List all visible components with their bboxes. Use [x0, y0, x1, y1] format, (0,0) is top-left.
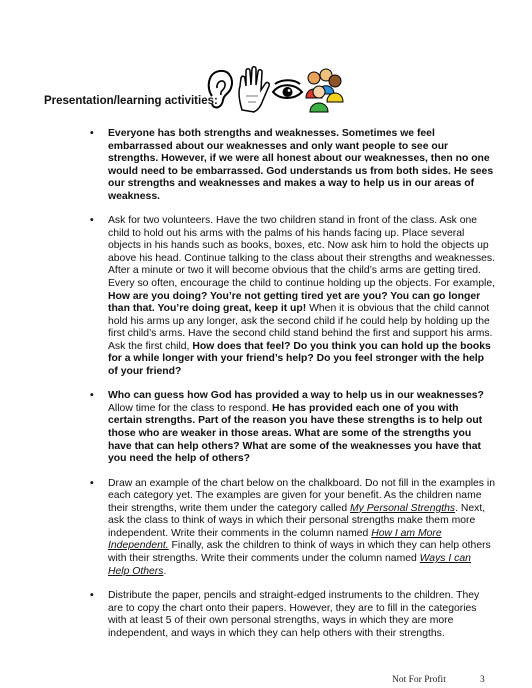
category-name: Ways I can Help Others: [108, 552, 471, 577]
item-text: . Next, ask the class to think of ways in which their personal strengths make them more independent. Write their comments in the column named: [108, 502, 486, 539]
item-text-bold: Who can guess how God has provided a way to help us in our weaknesses?: [108, 390, 484, 402]
ear-icon: [209, 71, 232, 108]
section-heading: Presentation/learning activities:: [44, 95, 218, 107]
activity-list: [90, 128, 495, 640]
bullet: •: [90, 590, 94, 602]
item-text: Ask for two volunteers. Have the two children stand in front of the class. Ask one child to hold out his arms with the palms of his hands facing up. Place several objects in his hands such as books, boxes, etc. Now ask him to hold the objects up above his head. Continue talking to the class about their strengths and weaknesses. After a minute or two it will become obvious that the child’s arms are getting tired. Every so often, encourage the child to continue holding up the objects. For example,: [108, 215, 496, 290]
activity-icons: [204, 66, 344, 114]
item-text-bold: How does that feel? Do you think you can hold up the books for a while longer with your friend’s help? Do you feel stronger with the help of your friend?: [108, 340, 491, 377]
list-item: [90, 478, 495, 578]
category-name: My Personal Strengths: [350, 502, 456, 514]
list-item: [90, 390, 495, 465]
item-text-bold: How are you doing? You’re not getting tired yet are you? You can go longer than that. You’re doing great, keep it up!: [108, 290, 481, 315]
item-text: When it is obvious that the child cannot hold his arms up any longer, ask the second child if he could help by holding up the first child’s arms. Have the second child stand behind the first and support his arms. Ask the first child,: [108, 303, 493, 352]
item-text: Draw an example of the chart below on the chalkboard. Do not fill in the examples in each category yet. The examples are given for your benefit. As the children name their strengths, write them under the category called: [108, 477, 495, 514]
list-item: [90, 128, 495, 203]
bullet: •: [90, 390, 94, 402]
bullet: •: [90, 215, 94, 227]
footer-text: Not For Profit: [392, 675, 446, 685]
page-number: 3: [480, 675, 485, 685]
category-name: How I am More Independent.: [108, 527, 442, 552]
eye-icon: [273, 80, 302, 98]
bullet: •: [90, 128, 94, 139]
item-text: Allow time for the class to respond.: [108, 402, 273, 414]
list-item: [90, 215, 495, 378]
item-text-bold: He has provided each one of you with certain strengths. Part of the reason you have these strengths is to help out those who are weaker in those areas. What are some of the strengths you have that can help others? What are some of the weaknesses you have that you need the help of others?: [108, 402, 483, 465]
item-text: Everyone has both strengths and weaknesses. Sometimes we feel embarrassed about our weaknesses and only want people to see our strengths. However, if we were all honest about our weaknesses, then no one would need to be embarrassed. God understands us from both sides. He sees our strengths and weaknesses and makes a way to help us in our areas of weakness.: [108, 128, 494, 202]
item-text: Finally, ask the children to think of ways in which they can help others with their strengths. Write their comments under the column named: [108, 540, 491, 564]
group-of-children-icon: [306, 69, 343, 112]
item-text: Distribute the paper, pencils and straight-edged instruments to the children. They are to copy the chart onto their papers. However, they are to fill in the categories with at least 5 of their own personal strengths, ways in which they are more independent, and ways in which they can help others with their strengths.: [108, 590, 480, 639]
list-item: [90, 590, 495, 640]
bullet: •: [90, 477, 94, 489]
hand-icon: [239, 67, 269, 112]
item-text: .: [163, 565, 167, 577]
